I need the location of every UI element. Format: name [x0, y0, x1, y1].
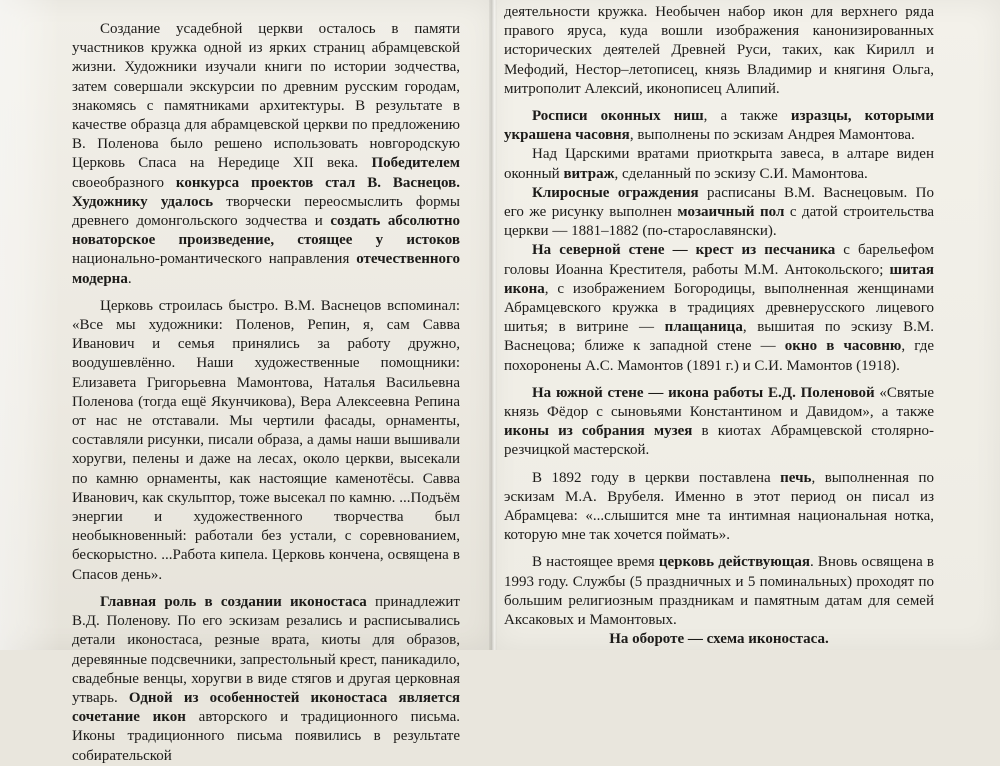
- paragraph-iconostasis: Главная роль в создании иконостаса принадлежит В.Д. Поленову. По его эскизам резались и расписывались детали иконостаса, резные врата, киоты для образов, деревянные подсвечники, запрестольный крест, паникадило, свадебные венцы, хоругви в виде стягов и другая церковная утварь. Одной из особенностей иконостаса является сочетание икон авторского и традиционного письма. Иконы традиционного письма появились в результате собирательской: [72, 593, 460, 764]
- paragraph-south-wall: На южной стене — икона работы Е.Д. Поленовой «Святые князь Фёдор с сыновьями Константином и Давидом», а также иконы из собрания музея в киотах Абрамцевской столярно-резчицкой мастерской.: [504, 384, 934, 459]
- right-column: [504, 3, 934, 650]
- paragraph-stained-glass: Над Царскими вратами приоткрыта завеса, в алтаре виден оконный витраж, сделанный по эскизу С.И. Мамонтова.: [504, 146, 934, 182]
- paragraph-north-wall: На северной стене — крест из песчаника с барельефом головы Иоанна Крестителя, работы М.М. Антокольского; шитая икона, с изображением Богородицы, выполненная женщинами Абрамцевского кружка в традициях древнерусского лицевого шитья; в витрине — плащаница, вышитая по эскизу В.М. Васнецова; ближе к западной стене — окно в часовню, где похоронены А.С. Мамонтов (1891 г.) и С.И. Мамонтов (1918).: [504, 242, 934, 374]
- page-fold: [489, 0, 497, 650]
- paragraph-icons-upper-row: деятельности кружка. Необычен набор икон для верхнего ряда правого яруса, куда вошли изображения канонизированных исторических деятелей Древней Руси, таких, как Кирилл и Мефодий, Нестор–летописец, князь Владимир и княгиня Ольга, митрополит Алексий, иконописец Алипий.: [504, 4, 934, 97]
- paragraph-vrubel-stove: В 1892 году в церкви поставлена печь, выполненная по эскизам М.А. Врубеля. Именно в этот период он писал из Абрамцева: «...слышится мне та интимная национальная нотка, которую мне так хочется поймать».: [504, 469, 934, 544]
- paragraph-window-paintings: Росписи оконных ниш, а также изразцы, которыми украшена часовня, выполнены по эскизам Андрея Мамонтова.: [504, 108, 934, 144]
- paragraph-vasnetsov-memoir: Церковь строилась быстро. В.М. Васнецов вспоминал: «Все мы художники: Поленов, Репин, я, сам Савва Иванович и семья принялись за работу дружно, воодушевлённо. Наши художественные помощники: Елизавета Григорьевна Мамонтова, Наталья Васильевна Поленова (тогда ещё Якунчикова), Вера Алексеевна Репина от нас не отставали. Мы чертили фасады, орнаменты, составляли рисунки, писали образа, а дамы наши вышивали хоругви, пелены и даже на лесах, около церкви, высекали по камню орнаменты, как настоящие каменотёсы. Савва Иванович, как скульптор, тоже высекал по камню. ...Подъём энергии и художественного творчества был необыкновенный: работали без устали, с соревнованием, бескорыстно. ...Работа кипела. Церковь кончена, освящена в Спасов день».: [72, 297, 460, 583]
- paragraph-church-creation: Создание усадебной церкви осталось в памяти участников кружка одной из ярких страниц абрамцевской жизни. Художники изучали книги по истории зодчества, затем совершали экскурсии по древним русским городам, знакомясь с памятниками архитектуры. В результате в качестве образца для абрамцевской церкви по предложению В. Поленова было решено использовать новгородскую Церковь Спаса на Нередице XII века. Победителем своеобразного конкурса проектов стал В. Васнецов. Художнику удалось творчески переосмыслить формы древнего домонгольского зодчества и создать абсолютно новаторское произведение, стоящее у истоков национально-романтического направления отечественного модерна.: [72, 21, 460, 287]
- paragraph-choir-barriers: Клиросные ограждения расписаны В.М. Васнецовым. По его же рисунку выполнен мозаичный пол с датой строительства церкви — 1881–1882 (по-старославянски).: [504, 184, 935, 240]
- reverse-side-note: На обороте — схема иконостаса.: [609, 631, 829, 648]
- paragraph-active-church: В настоящее время церковь действующая. Вновь освящена в 1993 году. Службы (5 праздничных и 5 поминальных) проходят по большим религиозным праздникам и памятным датам для семей Аксаковых и Мамонтовых.: [504, 554, 934, 629]
- light-glare: [0, 0, 60, 650]
- left-column: [72, 20, 460, 766]
